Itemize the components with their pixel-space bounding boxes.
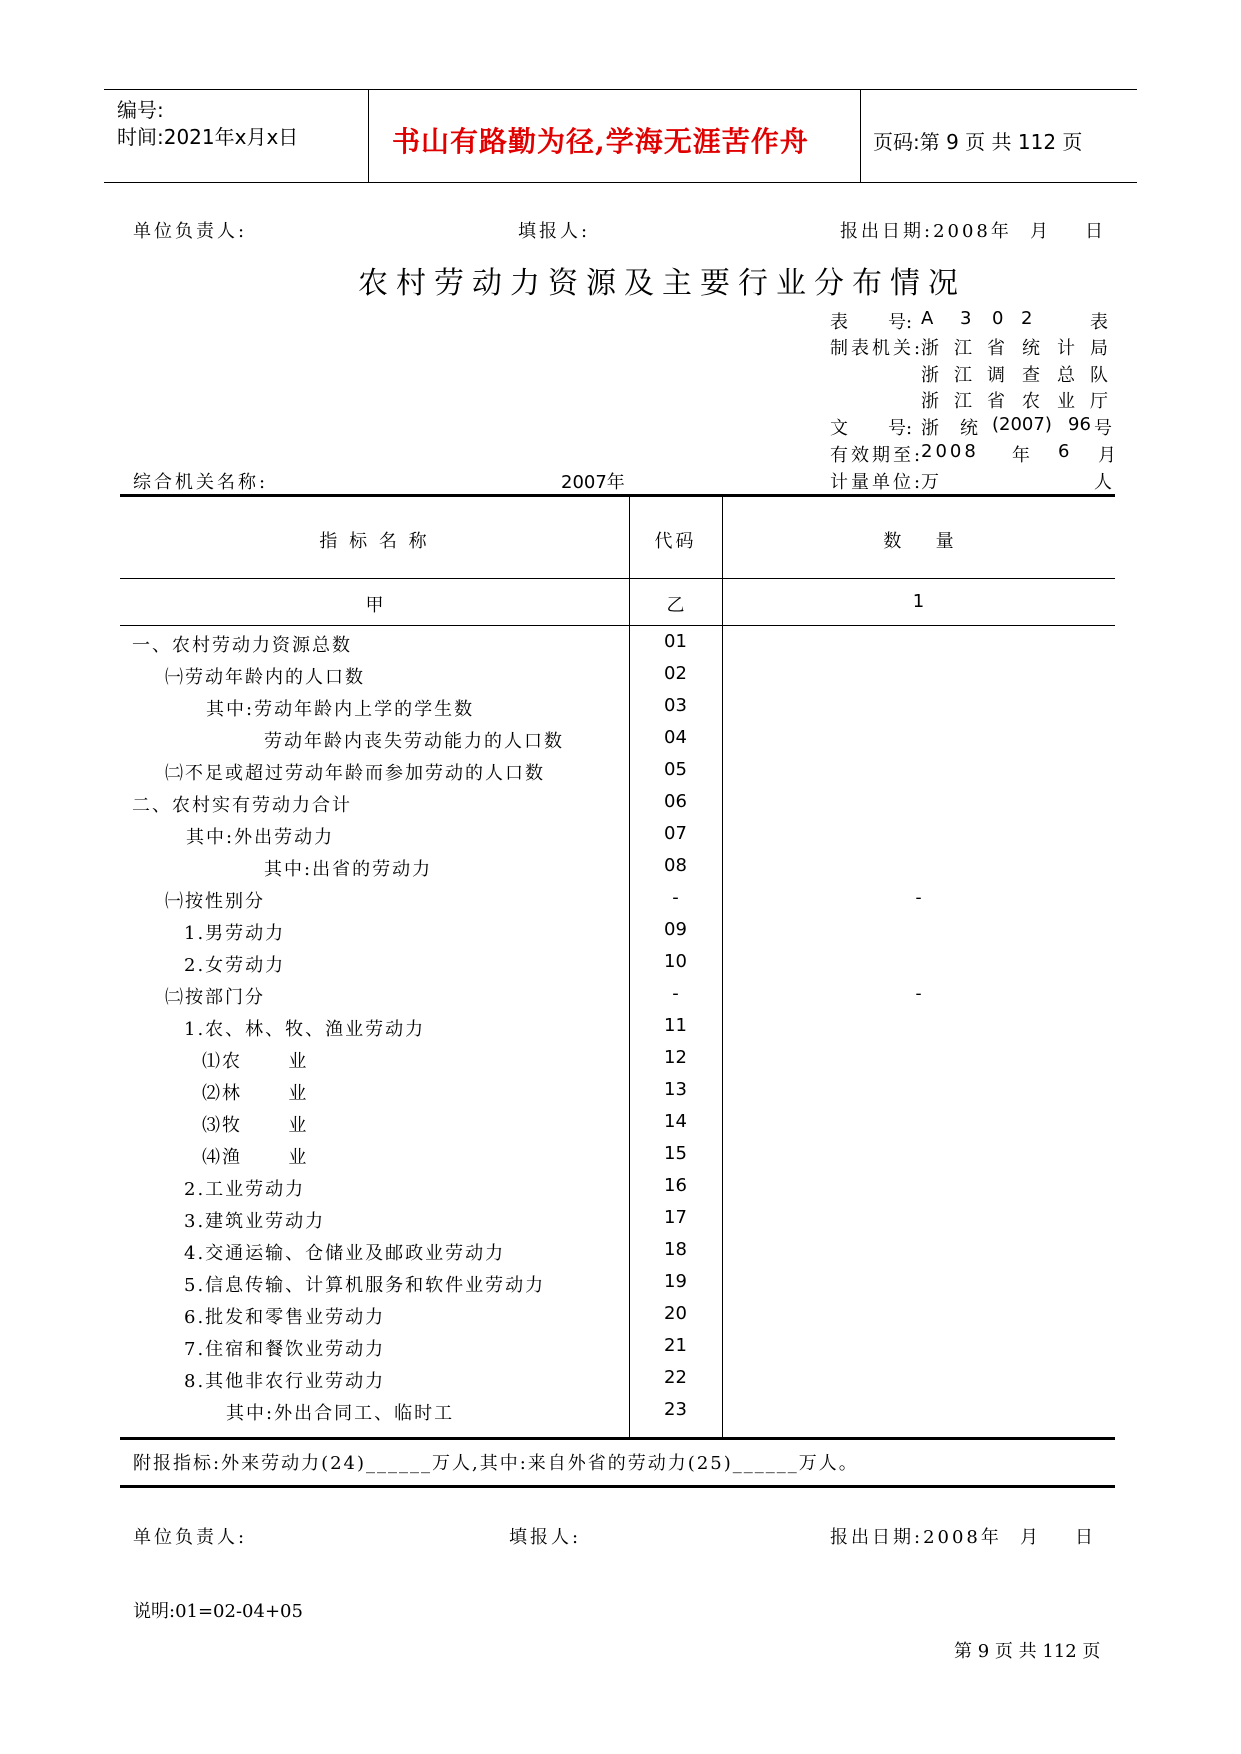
row-name: 4.交通运输、仓储业及邮政业劳动力 — [184, 1243, 506, 1264]
table-row — [120, 1271, 1115, 1303]
subheader-code: 乙 — [666, 595, 685, 616]
issuer-char: 计 — [1057, 338, 1075, 359]
row-name: 其中:外出劳动力 — [186, 827, 335, 848]
header-divider-left — [368, 89, 369, 183]
row-name: 6.批发和零售业劳动力 — [184, 1307, 386, 1328]
table-top-rule — [120, 494, 1115, 497]
row-code: 16 — [664, 1175, 687, 1196]
table-row — [120, 1079, 1115, 1111]
row-name: ㈡不足或超过劳动年龄而参加劳动的人口数 — [165, 763, 545, 784]
issuer-char: 省 — [987, 338, 1005, 359]
report-date-top: 报出日期:2008年 — [840, 221, 1012, 242]
org-name-label: 综合机关名称: — [133, 472, 269, 493]
col-header-code: 代码 — [654, 531, 697, 552]
issuer-char: 查 — [1022, 365, 1040, 386]
row-name: 2.工业劳动力 — [184, 1179, 306, 1200]
valid-until-part: 年 — [1012, 445, 1030, 466]
row-code: 09 — [664, 919, 687, 940]
report-date-bottom: 报出日期:2008年 — [830, 1527, 1002, 1548]
form-no-label: 表 — [830, 312, 848, 333]
row-code: 02 — [664, 663, 687, 684]
attached-bottom-rule — [120, 1485, 1115, 1488]
row-name: 劳动年龄内丧失劳动能力的人口数 — [264, 731, 564, 752]
row-code: 06 — [664, 791, 687, 812]
row-code: 18 — [664, 1239, 687, 1260]
table-row — [120, 887, 1115, 919]
row-code: 14 — [664, 1111, 687, 1132]
table-row — [120, 1335, 1115, 1367]
doc-no-part: 浙 — [921, 418, 939, 439]
issuer-char: 江 — [954, 391, 972, 412]
issuer-char: 队 — [1090, 365, 1108, 386]
col-header-qty: 数 量 — [883, 531, 954, 552]
table-row — [120, 791, 1115, 823]
row-code: 22 — [664, 1367, 687, 1388]
row-code: - — [672, 887, 679, 908]
serial-label: 编号: — [117, 98, 164, 122]
row-name: ㈡按部门分 — [165, 987, 265, 1008]
form-no-suffix: 表 — [1090, 312, 1108, 333]
header-divider-right — [860, 89, 861, 183]
doc-no-part: 号 — [1094, 418, 1112, 439]
doc-no-label2: 号: — [888, 418, 913, 439]
row-code: - — [672, 983, 679, 1004]
row-code: 21 — [664, 1335, 687, 1356]
row-code: 10 — [664, 951, 687, 972]
table-row — [120, 727, 1115, 759]
issuer-char: 厅 — [1090, 391, 1108, 412]
table-row — [120, 1207, 1115, 1239]
form-no-char: 3 — [960, 308, 972, 329]
header-bottom-rule — [104, 182, 1137, 183]
row-qty: - — [915, 887, 922, 908]
report-day-bottom: 日 — [1075, 1527, 1093, 1548]
row-name: 其中:劳动年龄内上学的学生数 — [206, 699, 475, 720]
row-name: 7.住宿和餐饮业劳动力 — [184, 1339, 386, 1360]
form-no-char: 2 — [1021, 308, 1033, 329]
doc-no-label: 文 — [830, 418, 848, 439]
report-month-top: 月 — [1030, 221, 1048, 242]
valid-until-part: 6 — [1058, 441, 1070, 462]
row-code: 03 — [664, 695, 687, 716]
subheader-name: 甲 — [365, 595, 384, 616]
row-name: 一、农村劳动力资源总数 — [132, 635, 352, 656]
col-header-name: 指 标 名 称 — [319, 531, 430, 552]
issuer-char: 浙 — [921, 365, 939, 386]
filler-label-bottom: 填报人: — [509, 1527, 582, 1548]
table-row — [120, 983, 1115, 1015]
issuer-char: 省 — [987, 391, 1005, 412]
row-name: ㈠按性别分 — [165, 891, 265, 912]
unit-head-label-top: 单位负责人: — [133, 221, 248, 242]
row-code: 11 — [664, 1015, 687, 1036]
unit-head-label-bottom: 单位负责人: — [133, 1527, 248, 1548]
page-code: 页码:第 9 页 共 112 页 — [873, 130, 1083, 154]
filler-label-top: 填报人: — [518, 221, 591, 242]
row-code: 15 — [664, 1143, 687, 1164]
row-code: 08 — [664, 855, 687, 876]
table-row — [120, 1399, 1115, 1431]
row-name: 1.农、林、牧、渔业劳动力 — [184, 1019, 426, 1040]
doc-no-part: 统 — [960, 418, 978, 439]
issuer-char: 浙 — [921, 338, 939, 359]
page-title: 农村劳动力资源及主要行业分布情况 — [358, 266, 966, 301]
table-row — [120, 1367, 1115, 1399]
issuer-char: 江 — [954, 365, 972, 386]
row-name: 5.信息传输、计算机服务和软件业劳动力 — [184, 1275, 546, 1296]
table-row — [120, 663, 1115, 695]
row-name: 1.男劳动力 — [184, 923, 286, 944]
valid-until-part: 月 — [1098, 445, 1116, 466]
table-row — [120, 1111, 1115, 1143]
report-year: 2007年 — [561, 472, 625, 493]
row-code: 07 — [664, 823, 687, 844]
row-code: 13 — [664, 1079, 687, 1100]
table-row — [120, 1175, 1115, 1207]
issuer-char: 局 — [1090, 338, 1108, 359]
row-name: ⑴农 业 — [202, 1051, 309, 1072]
row-name: 8.其他非农行业劳动力 — [184, 1371, 386, 1392]
table-row — [120, 1303, 1115, 1335]
issuer-char: 统 — [1022, 338, 1040, 359]
table-row — [120, 1047, 1115, 1079]
row-code: 12 — [664, 1047, 687, 1068]
row-code: 17 — [664, 1207, 687, 1228]
row-name: 二、农村实有劳动力合计 — [132, 795, 352, 816]
row-name: ⑵林 业 — [202, 1083, 309, 1104]
doc-no-part: 96 — [1068, 414, 1091, 435]
issuer-char: 浙 — [921, 391, 939, 412]
issuer-char: 总 — [1057, 365, 1075, 386]
form-no-char: A — [921, 308, 934, 329]
row-name: ⑷渔 业 — [202, 1147, 309, 1168]
row-name: 3.建筑业劳动力 — [184, 1211, 326, 1232]
issuer-char: 调 — [987, 365, 1005, 386]
issuer-char: 业 — [1057, 391, 1075, 412]
row-name: ㈠劳动年龄内的人口数 — [165, 667, 365, 688]
row-code: 19 — [664, 1271, 687, 1292]
unit-value-part: 万 — [921, 472, 939, 493]
form-no-char: 0 — [992, 308, 1004, 329]
table-row — [120, 759, 1115, 791]
table-row — [120, 1015, 1115, 1047]
table-bottom-rule — [120, 1437, 1115, 1440]
table-row — [120, 919, 1115, 951]
report-day-top: 日 — [1085, 221, 1103, 242]
table-row — [120, 631, 1115, 663]
issuer-char: 农 — [1022, 391, 1040, 412]
report-month-bottom: 月 — [1020, 1527, 1038, 1548]
unit-value-part: 人 — [1094, 472, 1112, 493]
valid-until-part: 2008 — [921, 441, 979, 462]
row-name: 2.女劳动力 — [184, 955, 286, 976]
table-row — [120, 695, 1115, 727]
time-label: 时间:2021年x月x日 — [117, 125, 299, 149]
table-header-rule — [120, 578, 1115, 579]
table-row — [120, 1239, 1115, 1271]
row-code: 23 — [664, 1399, 687, 1420]
table-row — [120, 951, 1115, 983]
header-top-rule — [104, 89, 1137, 90]
valid-until-label: 有效期至: — [830, 445, 924, 466]
table-row — [120, 1143, 1115, 1175]
row-code: 04 — [664, 727, 687, 748]
table-subheader-rule — [120, 625, 1115, 626]
motto: 书山有路勤为径,学海无涯苦作舟 — [392, 125, 809, 158]
attached-indicators: 附报指标:外来劳动力(24)______万人,其中:来自外省的劳动力(25)______万人。 — [133, 1453, 859, 1474]
table-row — [120, 855, 1115, 887]
table-row — [120, 823, 1115, 855]
issuer-char: 江 — [954, 338, 972, 359]
row-code: 05 — [664, 759, 687, 780]
row-code: 01 — [664, 631, 687, 652]
note: 说明:01=02-04+05 — [133, 1601, 303, 1622]
row-qty: - — [915, 983, 922, 1004]
issuer-label: 制表机关: — [830, 338, 924, 359]
row-name: 其中:外出合同工、临时工 — [226, 1403, 455, 1424]
page-footer: 第 9 页 共 112 页 — [954, 1641, 1101, 1662]
row-code: 20 — [664, 1303, 687, 1324]
row-name: 其中:出省的劳动力 — [264, 859, 433, 880]
doc-no-part: (2007) — [992, 414, 1052, 435]
row-name: ⑶牧 业 — [202, 1115, 309, 1136]
subheader-qty: 1 — [912, 591, 925, 612]
form-no-label2: 号: — [888, 312, 913, 333]
unit-label: 计量单位: — [830, 472, 924, 493]
